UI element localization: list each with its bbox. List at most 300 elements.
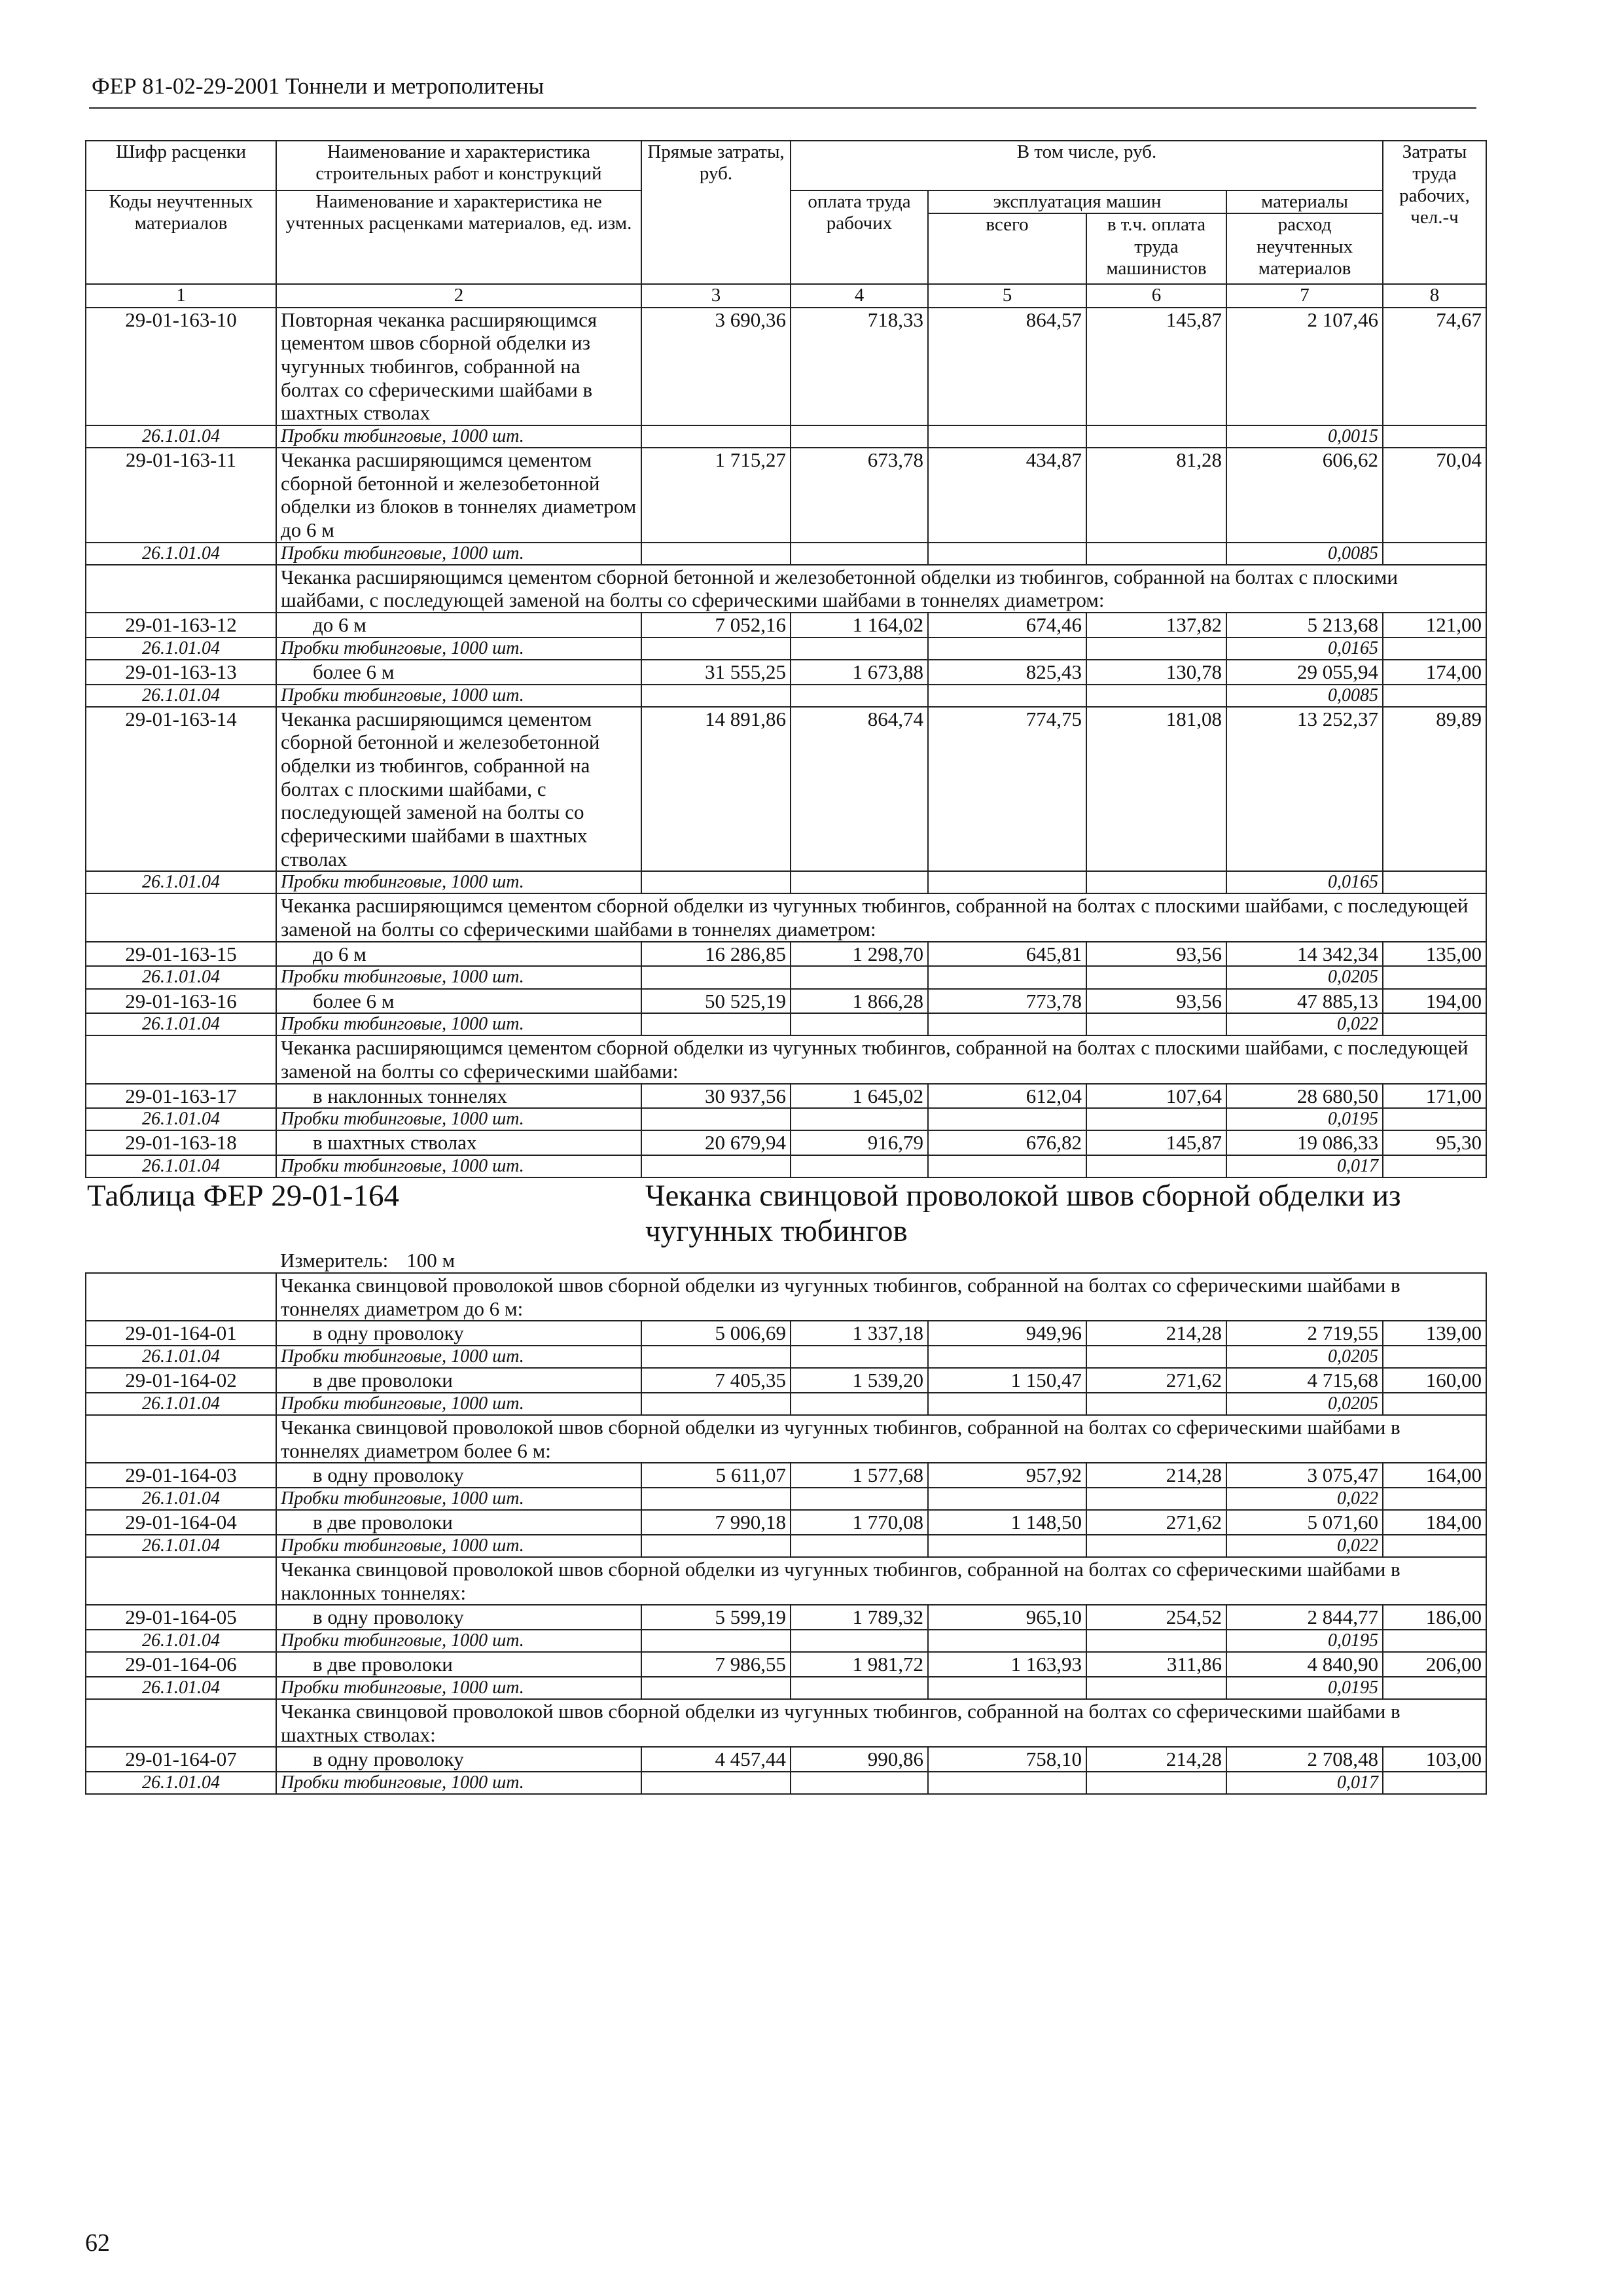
material-row [86,1630,1486,1652]
empty-cell [1086,1535,1226,1557]
labor-hours: 194,00 [1383,989,1486,1014]
direct-cost: 50 525,19 [641,989,791,1014]
rate-code: 29-01-163-10 [86,308,276,425]
rate-name: в одну проволоку [276,1321,641,1346]
empty-cell [1086,425,1226,448]
material-name: Пробки тюбинговые, 1000 шт. [276,685,641,707]
machines-total: 864,57 [928,308,1086,425]
rate-name: Чеканка расширяющимся цементом сборной бетонной и железобетонной обделки из тюбингов, собранной на болтах с плоскими шайбами, с последующей заменой на болты со сферическими шайбами в шахтных стволах [276,707,641,871]
material-qty: 0,0205 [1226,966,1383,988]
machines-total: 674,46 [928,613,1086,637]
material-name: Пробки тюбинговые, 1000 шт. [276,1013,641,1035]
empty-cell [791,1346,928,1368]
empty-cell [928,871,1086,893]
material-qty: 0,0085 [1226,543,1383,565]
material-name: Пробки тюбинговые, 1000 шт. [276,1630,641,1652]
direct-cost: 5 611,07 [641,1463,791,1488]
labor-pay: 673,78 [791,448,928,543]
empty-cell [641,425,791,448]
rate-name: до 6 м [276,942,641,967]
empty-cell [928,1346,1086,1368]
measure-value: 100 м [406,1249,455,1272]
empty-cell [791,1630,928,1652]
empty-cell [1086,1393,1226,1415]
empty-cell [928,1488,1086,1510]
machinist-pay: 181,08 [1086,707,1226,871]
rate-code: 29-01-163-13 [86,660,276,685]
rate-name: до 6 м [276,613,641,637]
labor-pay: 718,33 [791,308,928,425]
direct-cost: 7 405,35 [641,1368,791,1393]
empty-cell [1383,966,1486,988]
group-code-empty [86,1273,276,1321]
rate-code: 29-01-163-16 [86,989,276,1014]
direct-cost: 7 986,55 [641,1652,791,1677]
machines-total: 758,10 [928,1747,1086,1772]
machinist-pay: 93,56 [1086,989,1226,1014]
empty-cell [1086,1630,1226,1652]
material-row [86,1772,1486,1794]
rate-row [86,989,1486,1014]
material-name: Пробки тюбинговые, 1000 шт. [276,425,641,448]
empty-cell [791,1155,928,1177]
machinist-pay: 81,28 [1086,448,1226,543]
material-qty: 0,0205 [1226,1346,1383,1368]
group-heading-row [86,893,1486,941]
rate-row [86,707,1486,871]
measure-label: Измеритель: [280,1249,389,1272]
material-code: 26.1.01.04 [86,871,276,893]
material-row [86,685,1486,707]
materials-cost: 5 071,60 [1226,1510,1383,1535]
rate-code: 29-01-164-03 [86,1463,276,1488]
material-name: Пробки тюбинговые, 1000 шт. [276,1535,641,1557]
direct-cost: 31 555,25 [641,660,791,685]
material-row [86,1535,1486,1557]
empty-cell [791,1108,928,1130]
table-header [86,141,1486,308]
header-materials: материалы [1226,190,1383,213]
empty-cell [1086,1346,1226,1368]
material-qty: 0,022 [1226,1013,1383,1035]
group-code-empty [86,893,276,941]
material-name: Пробки тюбинговые, 1000 шт. [276,637,641,660]
group-heading: Чеканка свинцовой проволокой швов сборной обделки из чугунных тюбингов, собранной на болтах со сферическими шайбами в тоннелях диаметром до 6 м: [276,1273,1486,1321]
rate-row [86,1368,1486,1393]
labor-pay: 990,86 [791,1747,928,1772]
price-table [85,140,1487,1795]
material-name: Пробки тюбинговые, 1000 шт. [276,1108,641,1130]
labor-hours: 160,00 [1383,1368,1486,1393]
material-qty: 0,0195 [1226,1108,1383,1130]
col-number: 4 [791,284,928,307]
empty-cell [1383,425,1486,448]
machines-total: 1 163,93 [928,1652,1086,1677]
direct-cost: 5 006,69 [641,1321,791,1346]
materials-cost: 13 252,37 [1226,707,1383,871]
group-heading-row [86,1035,1486,1083]
rate-code: 29-01-164-02 [86,1368,276,1393]
direct-cost: 16 286,85 [641,942,791,967]
machinist-pay: 214,28 [1086,1321,1226,1346]
machinist-pay: 145,87 [1086,308,1226,425]
empty-cell [1383,1013,1486,1035]
col-number: 1 [86,284,276,307]
machines-total: 676,82 [928,1130,1086,1155]
header-rule [89,107,1476,109]
machinist-pay: 271,62 [1086,1368,1226,1393]
material-qty: 0,0085 [1226,685,1383,707]
rate-name: в одну проволоку [276,1463,641,1488]
rate-row [86,1747,1486,1772]
header-materials-sub: расход неучтенных материалов [1226,213,1383,284]
machines-total: 1 150,47 [928,1368,1086,1393]
labor-pay: 1 866,28 [791,989,928,1014]
labor-pay: 1 337,18 [791,1321,928,1346]
empty-cell [928,966,1086,988]
rate-code: 29-01-163-18 [86,1130,276,1155]
material-code: 26.1.01.04 [86,966,276,988]
col-number: 3 [641,284,791,307]
header-labor: Затраты труда рабочих, чел.-ч [1383,141,1486,284]
empty-cell [641,871,791,893]
group-code-empty [86,1415,276,1463]
group-heading-row [86,1415,1486,1463]
empty-cell [928,1630,1086,1652]
rate-row [86,1652,1486,1677]
empty-cell [1383,543,1486,565]
rate-name: в две проволоки [276,1510,641,1535]
page-number: 62 [85,2229,110,2257]
rate-name: Чеканка расширяющимся цементом сборной бетонной и железобетонной обделки из блоков в тоннелях диаметром до 6 м [276,448,641,543]
material-name: Пробки тюбинговые, 1000 шт. [276,1677,641,1699]
material-code: 26.1.01.04 [86,1677,276,1699]
rate-row [86,1605,1486,1630]
table-title-row [86,1177,1486,1249]
empty-cell [1383,1535,1486,1557]
header-machines: эксплуатация машин [928,190,1226,213]
empty-cell [791,1013,928,1035]
rate-code: 29-01-163-14 [86,707,276,871]
labor-hours: 206,00 [1383,1652,1486,1677]
materials-cost: 4 715,68 [1226,1368,1383,1393]
group-heading-row [86,1557,1486,1605]
material-code: 26.1.01.04 [86,1346,276,1368]
header-code-bottom: Коды неучтенных материалов [86,190,276,284]
empty-cell [1383,637,1486,660]
empty-cell [641,1488,791,1510]
empty-cell [1086,543,1226,565]
empty-cell [1383,1630,1486,1652]
materials-cost: 2 844,77 [1226,1605,1383,1630]
group-heading: Чеканка свинцовой проволокой швов сборной обделки из чугунных тюбингов, собранной на болтах со сферическими шайбами в наклонных тоннелях: [276,1557,1486,1605]
direct-cost: 14 891,86 [641,707,791,871]
header-code-top: Шифр расценки [86,141,276,190]
labor-hours: 121,00 [1383,613,1486,637]
empty-cell [791,1535,928,1557]
rate-name: в две проволоки [276,1652,641,1677]
material-qty: 0,022 [1226,1535,1383,1557]
empty-cell [1383,1346,1486,1368]
labor-hours: 184,00 [1383,1510,1486,1535]
labor-pay: 1 981,72 [791,1652,928,1677]
header-direct: Прямые затраты, руб. [641,141,791,284]
empty-cell [641,637,791,660]
empty-cell [928,1772,1086,1794]
labor-pay: 1 577,68 [791,1463,928,1488]
rate-row [86,1321,1486,1346]
empty-cell [641,1108,791,1130]
empty-cell [1086,685,1226,707]
empty-cell [641,1393,791,1415]
empty-cell [1383,1155,1486,1177]
direct-cost: 30 937,56 [641,1084,791,1109]
materials-cost: 14 342,34 [1226,942,1383,967]
measure-cell [276,1249,1486,1273]
empty-cell [641,543,791,565]
col-number: 7 [1226,284,1383,307]
empty-cell [928,1677,1086,1699]
materials-cost: 28 680,50 [1226,1084,1383,1109]
labor-pay: 864,74 [791,707,928,871]
rate-row [86,1084,1486,1109]
labor-pay: 1 789,32 [791,1605,928,1630]
empty-cell [928,425,1086,448]
material-name: Пробки тюбинговые, 1000 шт. [276,871,641,893]
empty-cell [641,1677,791,1699]
machinist-pay: 214,28 [1086,1463,1226,1488]
rate-code: 29-01-163-17 [86,1084,276,1109]
labor-hours: 139,00 [1383,1321,1486,1346]
empty-cell [928,1535,1086,1557]
rate-row [86,308,1486,425]
material-code: 26.1.01.04 [86,543,276,565]
materials-cost: 606,62 [1226,448,1383,543]
empty-cell [928,685,1086,707]
empty-cell [641,1772,791,1794]
direct-cost: 20 679,94 [641,1130,791,1155]
machinist-pay: 254,52 [1086,1605,1226,1630]
labor-hours: 89,89 [1383,707,1486,871]
material-qty: 0,0015 [1226,425,1383,448]
rate-code: 29-01-163-15 [86,942,276,967]
materials-cost: 4 840,90 [1226,1652,1383,1677]
empty-cell [1086,1108,1226,1130]
material-qty: 0,0165 [1226,637,1383,660]
table-label: Таблица ФЕР 29-01-164 [86,1177,641,1249]
empty-cell [928,543,1086,565]
empty-cell [1086,1677,1226,1699]
material-code: 26.1.01.04 [86,1630,276,1652]
empty-cell [1086,966,1226,988]
empty-cell [928,1393,1086,1415]
material-qty: 0,0195 [1226,1677,1383,1699]
empty-cell [1086,1155,1226,1177]
group-heading-row [86,1699,1486,1747]
empty-cell [791,543,928,565]
rate-code: 29-01-163-11 [86,448,276,543]
empty-cell [928,1013,1086,1035]
rate-code: 29-01-164-04 [86,1510,276,1535]
material-code: 26.1.01.04 [86,685,276,707]
rate-row [86,448,1486,543]
material-row [86,871,1486,893]
materials-cost: 19 086,33 [1226,1130,1383,1155]
material-name: Пробки тюбинговые, 1000 шт. [276,1155,641,1177]
rate-name: в две проволоки [276,1368,641,1393]
empty-cell [1383,1393,1486,1415]
labor-pay: 916,79 [791,1130,928,1155]
direct-cost: 7 052,16 [641,613,791,637]
empty-cell [791,425,928,448]
machines-total: 612,04 [928,1084,1086,1109]
material-name: Пробки тюбинговые, 1000 шт. [276,1393,641,1415]
header-labor-pay: оплата труда рабочих [791,190,928,284]
labor-hours: 186,00 [1383,1605,1486,1630]
labor-hours: 74,67 [1383,308,1486,425]
material-name: Пробки тюбинговые, 1000 шт. [276,966,641,988]
empty-cell [641,1155,791,1177]
empty-cell [928,637,1086,660]
empty-cell [641,1535,791,1557]
materials-cost: 3 075,47 [1226,1463,1383,1488]
material-qty: 0,017 [1226,1155,1383,1177]
material-name: Пробки тюбинговые, 1000 шт. [276,1488,641,1510]
measure-empty [86,1249,276,1273]
material-qty: 0,0165 [1226,871,1383,893]
empty-cell [641,685,791,707]
empty-cell [1383,1677,1486,1699]
rate-row [86,660,1486,685]
material-name: Пробки тюбинговые, 1000 шт. [276,1346,641,1368]
labor-pay: 1 645,02 [791,1084,928,1109]
material-code: 26.1.01.04 [86,425,276,448]
rate-row [86,1510,1486,1535]
rate-name: более 6 м [276,989,641,1014]
group-heading: Чеканка свинцовой проволокой швов сборной обделки из чугунных тюбингов, собранной на болтах со сферическими шайбами в тоннелях диаметром более 6 м: [276,1415,1486,1463]
header-name-top: Наименование и характеристика строительных работ и конструкций [276,141,641,190]
empty-cell [928,1108,1086,1130]
group-heading: Чеканка расширяющимся цементом сборной обделки из чугунных тюбингов, собранной на болтах с плоскими шайбами, с последующей заменой на болты со сферическими шайбами: [276,1035,1486,1083]
material-qty: 0,017 [1226,1772,1383,1794]
rate-name: Повторная чеканка расширяющимся цементом швов сборной обделки из чугунных тюбингов, собранной на болтах со сферическими шайбами в шахтных стволах [276,308,641,425]
labor-pay: 1 298,70 [791,942,928,967]
labor-hours: 95,30 [1383,1130,1486,1155]
material-row [86,1108,1486,1130]
empty-cell [1086,1772,1226,1794]
labor-hours: 171,00 [1383,1084,1486,1109]
material-row [86,1346,1486,1368]
header-machines-labor: в т.ч. оплата труда машинистов [1086,213,1226,284]
empty-cell [791,871,928,893]
rate-code: 29-01-163-12 [86,613,276,637]
direct-cost: 3 690,36 [641,308,791,425]
empty-cell [791,1393,928,1415]
materials-cost: 47 885,13 [1226,989,1383,1014]
materials-cost: 5 213,68 [1226,613,1383,637]
material-code: 26.1.01.04 [86,637,276,660]
material-row [86,543,1486,565]
material-code: 26.1.01.04 [86,1108,276,1130]
rate-name: более 6 м [276,660,641,685]
labor-hours: 174,00 [1383,660,1486,685]
direct-cost: 7 990,18 [641,1510,791,1535]
labor-hours: 103,00 [1383,1747,1486,1772]
machines-total: 434,87 [928,448,1086,543]
rate-row [86,1130,1486,1155]
measure-row [86,1249,1486,1273]
machinist-pay: 107,64 [1086,1084,1226,1109]
machinist-pay: 271,62 [1086,1510,1226,1535]
direct-cost: 1 715,27 [641,448,791,543]
empty-cell [791,1677,928,1699]
empty-cell [1086,637,1226,660]
empty-cell [791,637,928,660]
rate-row [86,942,1486,967]
table-title: Чеканка свинцовой проволокой швов сборной обделки из чугунных тюбингов [641,1177,1486,1249]
labor-pay: 1 673,88 [791,660,928,685]
empty-cell [791,966,928,988]
col-number: 5 [928,284,1086,307]
header-name-bottom: Наименование и характеристика не учтенных расценками материалов, ед. изм. [276,190,641,284]
empty-cell [791,1488,928,1510]
empty-cell [641,1013,791,1035]
header-machines-total: всего [928,213,1086,284]
material-qty: 0,022 [1226,1488,1383,1510]
labor-pay: 1 770,08 [791,1510,928,1535]
materials-cost: 29 055,94 [1226,660,1383,685]
group-heading: Чеканка расширяющимся цементом сборной бетонной и железобетонной обделки из тюбингов, собранной на болтах с плоскими шайбами, с последующей заменой на болты со сферическими шайбами в тоннелях диаметром: [276,565,1486,613]
material-row [86,1393,1486,1415]
machines-total: 957,92 [928,1463,1086,1488]
empty-cell [641,1346,791,1368]
material-row [86,1155,1486,1177]
material-qty: 0,0195 [1226,1630,1383,1652]
empty-cell [1383,1108,1486,1130]
machines-total: 773,78 [928,989,1086,1014]
empty-cell [641,966,791,988]
material-row [86,1013,1486,1035]
group-heading-row [86,1273,1486,1321]
group-code-empty [86,565,276,613]
material-code: 26.1.01.04 [86,1535,276,1557]
labor-hours: 70,04 [1383,448,1486,543]
material-name: Пробки тюбинговые, 1000 шт. [276,543,641,565]
rate-row [86,613,1486,637]
rate-code: 29-01-164-01 [86,1321,276,1346]
machinist-pay: 93,56 [1086,942,1226,967]
machinist-pay: 130,78 [1086,660,1226,685]
rate-row [86,1463,1486,1488]
empty-cell [1086,871,1226,893]
rate-code: 29-01-164-06 [86,1652,276,1677]
group-heading-row [86,565,1486,613]
materials-cost: 2 708,48 [1226,1747,1383,1772]
machinist-pay: 137,82 [1086,613,1226,637]
group-code-empty [86,1557,276,1605]
machines-total: 774,75 [928,707,1086,871]
machines-total: 1 148,50 [928,1510,1086,1535]
rate-code: 29-01-164-07 [86,1747,276,1772]
labor-pay: 1 164,02 [791,613,928,637]
machinist-pay: 145,87 [1086,1130,1226,1155]
machines-total: 965,10 [928,1605,1086,1630]
material-code: 26.1.01.04 [86,1013,276,1035]
labor-pay: 1 539,20 [791,1368,928,1393]
rate-name: в одну проволоку [276,1605,641,1630]
header-including: В том числе, руб. [791,141,1383,190]
col-number: 8 [1383,284,1486,307]
